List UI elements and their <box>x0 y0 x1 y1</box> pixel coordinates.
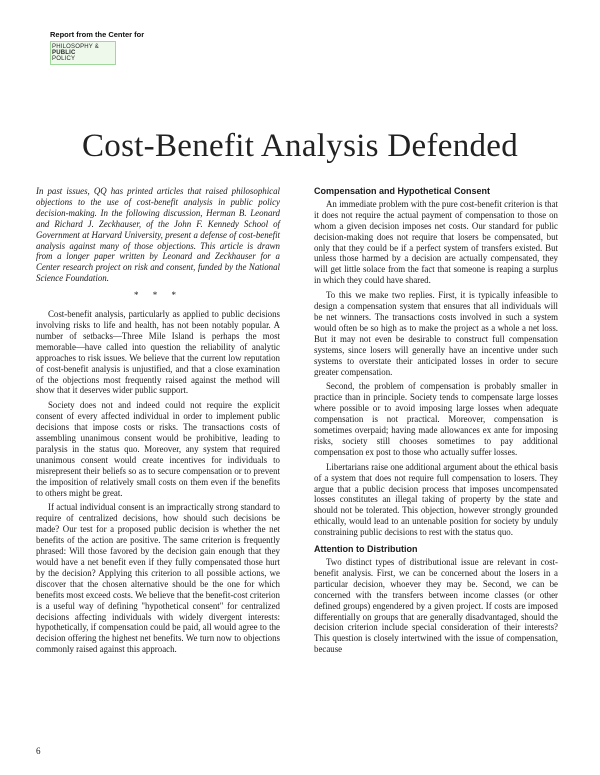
body-paragraph: Two distinct types of distributional issue are relevant in cost-benefit analysis. First, we can be concerned about the losers in a particular decision, whoever they may be. Second, we can be concerned with the transfers between income classes (or other defined groups) engendered by a given project. If costs are imposed differentially on groups that are generally disadvantaged, should the decision criterion include special consideration of their interests? This question is closely intertwined with the issue of compensation, because <box>314 557 558 655</box>
section-separator: * * * <box>134 290 182 301</box>
logo-word-public: PUBLIC <box>52 50 76 56</box>
masthead <box>50 30 144 65</box>
body-paragraph: To this we make two replies. First, it is typically infeasible to design a compensation system that ensures that all individuals will be net winners. The transactions costs involved in such a system would often be so high as to make the project as a whole a net loss. But it may not even be desirable to construct full compensation systems, since losers will generally have an incentive under such systems to overstate their anticipated losses in order to secure greater compensation. <box>314 290 558 377</box>
body-paragraph: Second, the problem of compensation is probably smaller in practice than in principle. Society tends to compensate large losses where possible or to avoid imposing large losses when adequate compensation is not practical. Moreover, compensation is sometimes overpaid; having made allowances ex ante for imposing risks, society still chooses sometimes to pay additional compensation ex post to those who actually suffer losses. <box>314 381 558 457</box>
center-logo <box>50 41 130 65</box>
page-number: 6 <box>36 746 41 756</box>
body-paragraph: Society does not and indeed could not require the explicit consent of every affected individual in order to implement public decisions that impose costs or risks. The transactions costs of assembling unanimous consent would be prohibitive, leading to paralysis in the status quo. Moreover, any system that required unanimous consent would create incentives for individuals to misrepresent their beliefs so as to secure compensation or to prevent the imposition of relatively small costs on them even if the benefits to others might be great. <box>36 400 280 498</box>
report-line: Report from the Center for <box>50 30 145 39</box>
left-column <box>36 186 280 659</box>
logo-word-philosophy: PHILOSOPHY & <box>52 44 99 50</box>
intro-paragraph: In past issues, QQ has printed articles that raised philosophical objections to the use of cost-benefit analysis in public policy decision-making. In the following discussion, Herman B. Leonard and Richard J. Zeckhauser, of the John F. Kennedy School of Government at Harvard University, present a defense of cost-benefit analysis against many of those objections. This article is drawn from a longer paper written by Leonard and Zeckhauser for a Center research project on risk and consent, funded by the National Science Foundation. <box>36 186 280 284</box>
right-column <box>314 186 558 659</box>
body-paragraph: Cost-benefit analysis, particularly as applied to public decisions involving risks to life and health, has not been notably popular. A number of setbacks—Three Mile Island is perhaps the most memorable—have called into question the reliability of analytic approaches to risk issues. We believe that the current low reputation of cost-benefit analysis is unjustified, and that a close examination of the objections most frequently raised against the method will show that it deserves wider public support. <box>36 309 280 396</box>
body-paragraph: Libertarians raise one additional argument about the ethical basis of a system that does not require full compensation to losers. They argue that a public decision process that imposes uncompensated losses constitutes an illegal taking of property by the state and should not be tolerated. This objection, however strongly grounded ethically, would lead to an untenable position for society by unduly constraining public decisions to rest with the status quo. <box>314 461 558 538</box>
article-title: Cost-Benefit Analysis Defended <box>81 128 519 164</box>
body-paragraph: If actual individual consent is an impractically strong standard to require of centralized decisions, how should such decisions be made? Our test for a proposed public decision is whether the net benefits of the action are positive. The same criterion is frequently phrased: Will those favored by the decision gain enough that they would have a net benefit even if they fully compensated those hurt by the decision? Applying this criterion to all possible actions, we discover that the chosen alternative should be the one for which benefits most exceed costs. We believe that the benefit-cost criterion is a useful way of defining "hypothetical consent" for centralized decisions affecting individuals with widely divergent interests: hypothetically, if compensation could be paid, all would agree to the decision offering the highest net benefits. We turn now to objections commonly raised against this approach. <box>36 502 280 655</box>
logo-word-policy: POLICY <box>52 56 76 62</box>
body-paragraph: An immediate problem with the pure cost-benefit criterion is that it does not require the actual payment of compensation to those on whom a given decision imposes net costs. Our standard for public decision-making does not require that losers be compensated, but only that they could be if a perfect system of transfers existed. But unless those harmed by a decision are actually compensated, they will get little solace from the fact that someone is reaping a surplus in which they could have shared. <box>314 198 558 286</box>
section-heading-compensation: Compensation and Hypothetical Consent <box>314 186 491 196</box>
section-heading-distribution: Attention to Distribution <box>314 544 418 555</box>
